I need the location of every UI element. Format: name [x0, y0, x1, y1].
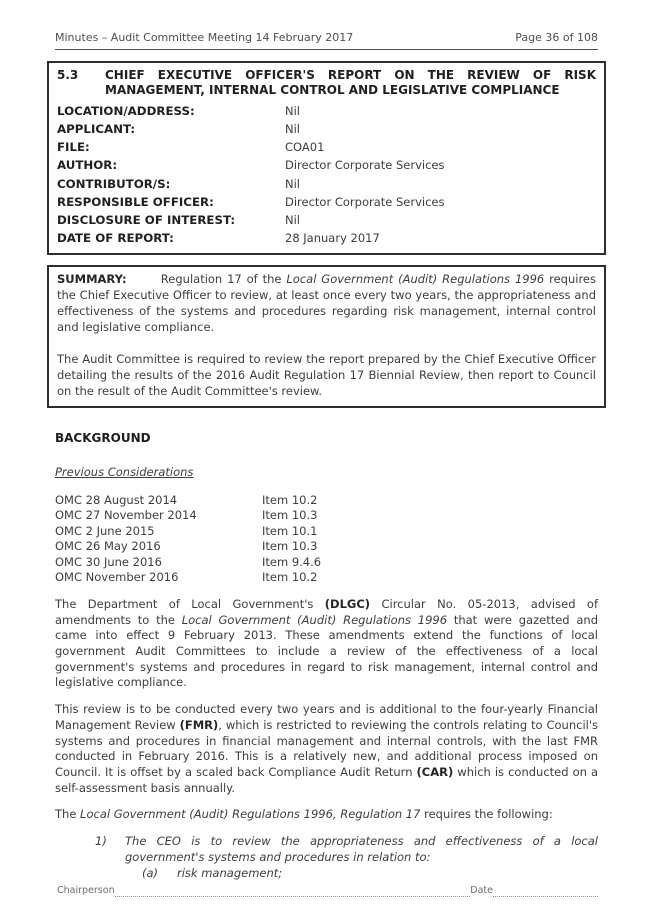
- header-document-title: Minutes – Audit Committee Meeting 14 February 2017: [55, 31, 354, 44]
- text-segment: requires the Chief Executive Officer to review, at least once every two years, the appropriateness and effectiveness of the systems and procedures regarding risk management, internal control and legislative compliance.: [57, 272, 596, 335]
- field-label: RESPONSIBLE OFFICER:: [57, 194, 214, 209]
- report-info-box: [47, 61, 606, 256]
- text-segment: , which is restricted to reviewing the controls relating to Council's systems and procedures in financial management and internal controls, with the last FMR conducted in February 2016. This is a relatively new, and additional process imposed on Council. It is offset by a scaled back Compliance Audit Return: [55, 717, 598, 779]
- list-item: [55, 539, 598, 555]
- field-value: Director Corporate Services: [285, 194, 445, 209]
- omc-meeting: OMC November 2016: [55, 570, 179, 585]
- list-item: [55, 493, 598, 509]
- date-label: Date: [470, 885, 493, 896]
- text-segment: (FMR): [179, 717, 219, 732]
- text-segment: (DLGC): [324, 596, 371, 611]
- text-segment: Circular No. 05-2013, advised of amendments to the: [55, 596, 598, 627]
- agenda-item-number: 5.3: [57, 67, 79, 82]
- field-value: Director Corporate Services: [285, 158, 445, 173]
- text-segment: Local Government (Audit) Regulations 1996, Regulation 17: [80, 807, 421, 822]
- page-header: [55, 30, 598, 50]
- background-heading: BACKGROUND: [55, 430, 151, 445]
- omc-meeting: OMC 2 June 2015: [55, 523, 155, 538]
- omc-meeting: OMC 27 November 2014: [55, 508, 197, 523]
- field-row-applicant: [57, 120, 596, 138]
- text-segment: Local Government (Audit) Regulations 1996: [286, 272, 545, 287]
- dlgc-paragraph: [55, 597, 598, 691]
- text-segment: Regulation 17 of the: [126, 272, 287, 287]
- field-label: DISCLOSURE OF INTEREST:: [57, 212, 236, 227]
- omc-item-ref: Item 10.1: [262, 523, 318, 538]
- date-signature-line: [493, 887, 598, 897]
- text-segment: The: [55, 807, 81, 822]
- field-value: COA01: [285, 140, 325, 155]
- field-value: 28 January 2017: [285, 231, 380, 246]
- summary-paragraph-2: [57, 352, 596, 400]
- field-label: DATE OF REPORT:: [57, 231, 174, 246]
- regulation-sub-item-a: [55, 866, 598, 882]
- chairperson-signature-line: [115, 887, 471, 897]
- list-item: [55, 555, 598, 571]
- previous-considerations-list: [55, 493, 598, 586]
- text-segment: The CEO is to review the appropriateness and effectiveness of a local government's systems and procedures in relation to:: [125, 834, 598, 864]
- report-title-row: [57, 68, 596, 99]
- report-title: CHIEF EXECUTIVE OFFICER'S REPORT ON THE REVIEW OF RISK MANAGEMENT, INTERNAL CONTROL AND LEGISLATIVE COMPLIANCE: [105, 67, 596, 98]
- list-item-text: [125, 834, 598, 865]
- field-value: Nil: [285, 103, 300, 118]
- list-number: 1): [95, 834, 107, 849]
- field-value: Nil: [285, 212, 300, 227]
- sub-list-letter: (a): [142, 865, 159, 880]
- text-segment: Local Government (Audit) Regulations 1996: [181, 612, 448, 627]
- field-row-file: [57, 138, 596, 156]
- list-item: [55, 524, 598, 540]
- text-segment: that were gazetted and came into effect 9 February 2013. These amendments extend the functions of local government Audit Committees to include a review of the effectiveness of a local government's systems and procedures in regard to risk management, internal control and legislative compliance.: [55, 612, 598, 690]
- header-page-number: Page 36 of 108: [515, 31, 598, 44]
- list-item: [55, 570, 598, 586]
- summary-paragraph-1: [57, 272, 596, 336]
- field-label: LOCATION/ADDRESS:: [57, 103, 195, 118]
- omc-meeting: OMC 28 August 2014: [55, 492, 178, 507]
- list-item: [55, 508, 598, 524]
- previous-considerations-heading: Previous Considerations: [55, 465, 194, 480]
- omc-meeting: OMC 26 May 2016: [55, 539, 161, 554]
- field-label: FILE:: [57, 140, 90, 155]
- chairperson-label: Chairperson: [57, 885, 115, 896]
- field-row-responsible-officer: [57, 193, 596, 211]
- omc-item-ref: Item 10.3: [262, 508, 318, 523]
- field-row-date-of-report: [57, 229, 596, 247]
- omc-item-ref: Item 10.2: [262, 492, 318, 507]
- signature-footer: [57, 885, 598, 897]
- field-label: AUTHOR:: [57, 158, 118, 173]
- text-segment: SUMMARY:: [57, 272, 127, 287]
- text-segment: requires the following:: [420, 807, 553, 822]
- field-row-author: [57, 156, 596, 174]
- text-segment: risk management;: [177, 865, 283, 880]
- field-label: CONTRIBUTOR/S:: [57, 176, 171, 191]
- fmr-paragraph: [55, 702, 598, 796]
- field-value: Nil: [285, 176, 300, 191]
- text-segment: The Audit Committee is required to review the report prepared by the Chief Executive Officer detailing the results of the 2016 Audit Regulation 17 Biennial Review, then report to Council on the result of the Audit Committee's review.: [57, 351, 596, 398]
- omc-meeting: OMC 30 June 2016: [55, 554, 162, 569]
- omc-item-ref: Item 9.4.6: [262, 554, 322, 569]
- text-segment: The Department of Local Government's: [55, 596, 325, 611]
- omc-item-ref: Item 10.2: [262, 570, 318, 585]
- field-value: Nil: [285, 121, 300, 136]
- omc-item-ref: Item 10.3: [262, 539, 318, 554]
- regulation-list-item-1: [55, 834, 598, 865]
- field-row-location: [57, 102, 596, 120]
- regulation17-intro: [55, 807, 598, 823]
- field-row-disclosure: [57, 211, 596, 229]
- summary-box: [47, 265, 606, 407]
- sub-list-item-text: [177, 866, 598, 882]
- text-segment: (CAR): [416, 765, 454, 779]
- text-segment: This review is to be conducted every two years and is additional to the four-yearly Financial Management Review: [55, 702, 598, 732]
- text-segment: which is conducted on a self-assessment basis annually.: [55, 765, 598, 795]
- field-label: APPLICANT:: [57, 121, 136, 136]
- field-row-contributors: [57, 175, 596, 193]
